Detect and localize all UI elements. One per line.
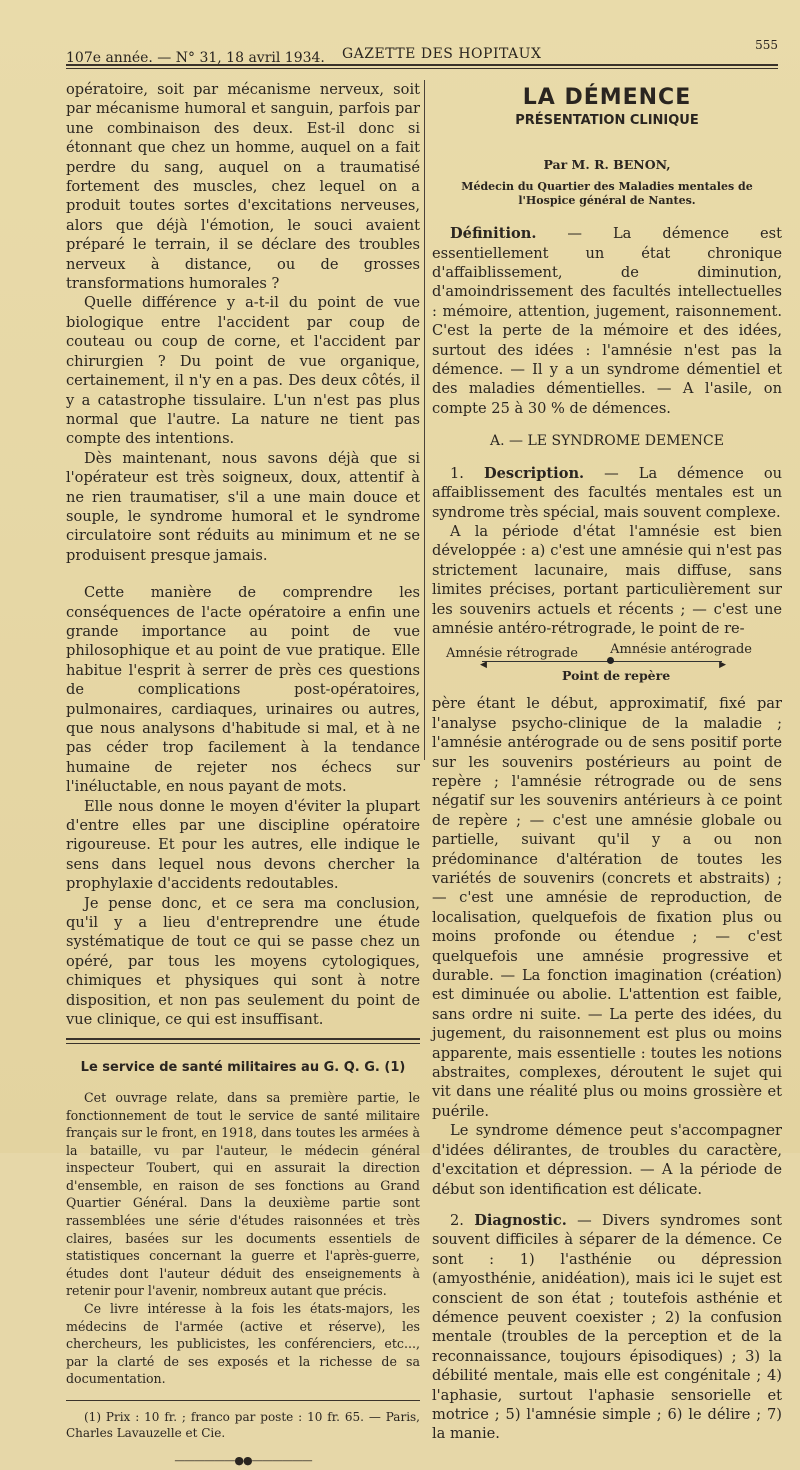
paragraph: Le syndrome démence peut s'accompagner d'idées délirantes, de troubles du caractère, d'excitation et dépression. — A la période de début son identification est délicate. (432, 1122, 782, 1198)
page-number: 555 (755, 38, 778, 52)
arrow-left-icon: ◀ (480, 660, 487, 671)
arrow-right-icon: ▶ (719, 660, 726, 671)
review-paragraph: Ce livre intéresse à la fois les états-majors, les médecins de l'armée (active et réserve), les chercheurs, les publicistes, les conférenciers, etc..., par la clarté de ses exposés et la richesse de sa documentation. (66, 1301, 420, 1387)
journal-title: GAZETTE DES HOPITAUX (342, 46, 542, 62)
paragraph: Dès maintenant, nous savons déjà que si l'opérateur est très soigneux, doux, attentif à ne rien traumatiser, s'il a une main douce et souple, le syndrome humoral et le syndrome circulatoire sont réduits au minimum et ne se produisent presque jamais. (66, 449, 420, 564)
ornament-divider: ——————●●—————— (174, 1454, 312, 1467)
paragraph: Quelle différence y a-t-il du point de vue biologique entre l'accident par coup de couteau ou coup de corne, et l'accident par chirurgien ? Du point de vue organique, certainement, il n'y en a pas. Des deux côtés, il y a catastrophe tissulaire. L'un n'est pas plus normal que l'autre. La nature ne tient pas compte des intentions. (66, 294, 420, 448)
right-column (432, 85, 783, 1444)
article-title: LA DÉMENCE (522, 85, 692, 110)
amnesia-diagram (432, 644, 782, 686)
header-rule (66, 64, 778, 66)
page-header (66, 38, 778, 66)
diagnosis-paragraph: 2. Diagnostic. — Divers syndromes sont souvent difficiles à séparer de la démence. Ce sont : 1) l'asthénie ou dépression (amyosthénie, anidéation), mais ici le sujet est conscient de son état ; toutefois asthénie et démence peuvent coexister ; 2) la confusion mentale (troubles de la perception et de la reconnaissance, toujours épisodiques) ; 3) la débilité mentale, mais elle est congénitale ; 4) l'aphasie, surtout l'aphasie sensorielle et motrice ; 5) l'amnésie simple ; 6) le délire ; 7) la manie. (432, 1211, 783, 1443)
footnote-rule (66, 1400, 420, 1401)
paragraph: Elle nous donne le moyen d'éviter la plupart d'entre elles par une discipline opératoire rigoureuse. Et pour les autres, elle indique le sens dans lequel nous devons chercher la prophylaxie d'accidents redoutables. (66, 797, 420, 893)
issue-info: 107e année. — N° 31, 18 avril 1934. (66, 50, 325, 66)
paragraph: père étant le début, approximatif, fixé par l'analyse psycho-clinique de la maladie ; l'amnésie antérograde ou de sens positif porte sur les souvenirs postérieurs au point de repère ; l'amnésie rétrograde ou de sens négatif sur les souvenirs antérieurs à ce point de repère ; — c'est une amnésie globale ou partielle, suivant qu'il y a ou non prédominance d'altération de toutes les variétés de souvenirs (concrets et abstraits) ; — c'est une amnésie de reproduction, de localisation, quelquefois de fixation plus ou moins profonde ou étendue ; — c'est quelquefois une amnésie progressive et durable. — La fonction imagination (création) est diminuée ou abolie. L'attention est faible, sans ordre ni suite. — La perte des idées, du jugement, du raisonnement est plus ou moins apparente, mais essentielle : toutes les notions abstraites, complexes, déroutent le sujet qui vit dans une réalité plus ou moins grossière et puérile. (432, 695, 782, 1120)
reference-point-dot (607, 657, 614, 664)
review-paragraph: Cet ouvrage relate, dans sa première partie, le fonctionnement de tout le service de santé militaire français sur le front, en 1918, dans toutes les armées à la bataille, vu par l'auteur, le médecin général inspecteur Toubert, qui en assurait la direction d'ensemble, en raison de ses fonctions au Grand Quartier Général. Dans la deuxième partie sont rassemblées une série d'études raisonnées et très claires, basées sur les documents essentiels de statistiques concernant la guerre et l'après-guerre, études dont l'auteur déduit des enseignements à retenir pour l'avenir, nombreux autant que précis. (66, 1089, 420, 1299)
left-column (66, 80, 420, 1470)
paragraph: Cette manière de comprendre les conséquences de l'acte opératoire a enfin une grande importance au point de vue philosophique et au point de vue pratique. Elle habitue l'esprit à serrer de près ces questions de complications post-opératoires, pulmonaires, cardiaques, urinaires ou autres, que nous analysons d'habitude si mal, et à ne pas céder trop facilement à la tendance humaine de rejeter nos échecs sur l'inéluctable, en nous payant de mots. (66, 584, 420, 796)
author: Par M. R. BENON, (543, 156, 671, 172)
column-divider (424, 80, 425, 760)
description-paragraph: 1. Description. — La démence ou affaiblissement des facultés mentales est un syndrome très spécial, mais souvent complexe. (432, 464, 783, 521)
paragraph: opératoire, soit par mécanisme nerveux, soit par mécanisme humoral et sanguin, parfois par une combinaison des deux. Est-il donc si étonnant que chez un homme, auquel on a fait perdre du sang, auquel on a traumatisé fortement des muscles, chez lequel on a produit toutes sortes d'excitations nerveuses, alors que déjà l'émotion, le souci avaient préparé le terrain, il se déclare des troubles nerveux à distance, ou de grosses transformations humorales ? (66, 81, 420, 293)
article-subtitle: PRÉSENTATION CLINIQUE (515, 113, 699, 129)
definition-label: Définition. (450, 225, 537, 243)
review-title: Le service de santé militaires au G. Q. G. (1) (80, 1059, 406, 1075)
affiliation: Médecin du Quartier des Maladies mentales de l'Hospice général de Nantes. (461, 180, 753, 208)
header-rule-thin (66, 68, 778, 69)
paragraph: Je pense donc, et ce sera ma conclusion, qu'il y a lieu d'entreprendre une étude systématique de tout ce qui se passe chez un opéré, par tous les moyens cytologiques, chimiques et physiques qui sont à notre disposition, et non pas seulement du point de vue clinique, ce qui est insuffisant. (66, 894, 420, 1029)
diagram-right-label: Amnésie antérograde (610, 642, 752, 658)
paragraph: A la période d'état l'amnésie est bien développée : a) c'est une amnésie qui n'est pas strictement lacunaire, mais diffuse, sans limites précises, portant particulièrement sur les souvenirs actuels et récents ; — c'est une amnésie antéro-rétrograde, le point de re- (432, 522, 782, 637)
footnote: (1) Prix : 10 fr. ; franco par poste : 10 fr. 65. — Paris, Charles Lavauzelle et Cie. (66, 1410, 420, 1440)
diagram-left-label: Amnésie rétrograde (446, 646, 578, 662)
section-heading: A. — LE SYNDROME DEMENCE (490, 433, 724, 450)
diagram-axis (482, 661, 722, 662)
definition-paragraph: Définition. — La démence est essentiellement un état chronique d'affaiblissement, de diminution, d'amoindrissement des facultés intellectuelles : mémoire, attention, jugement, raisonnement. C'est la perte de la mémoire et des idées, surtout des idées : l'amnésie n'est pas la démence. — Il y a un syndrome démentiel et des maladies démentielles. — A l'asile, on compte 25 à 30 % de démences. (432, 225, 782, 417)
section-rule (66, 1038, 420, 1044)
diagram-center-label: Point de repère (562, 668, 671, 684)
